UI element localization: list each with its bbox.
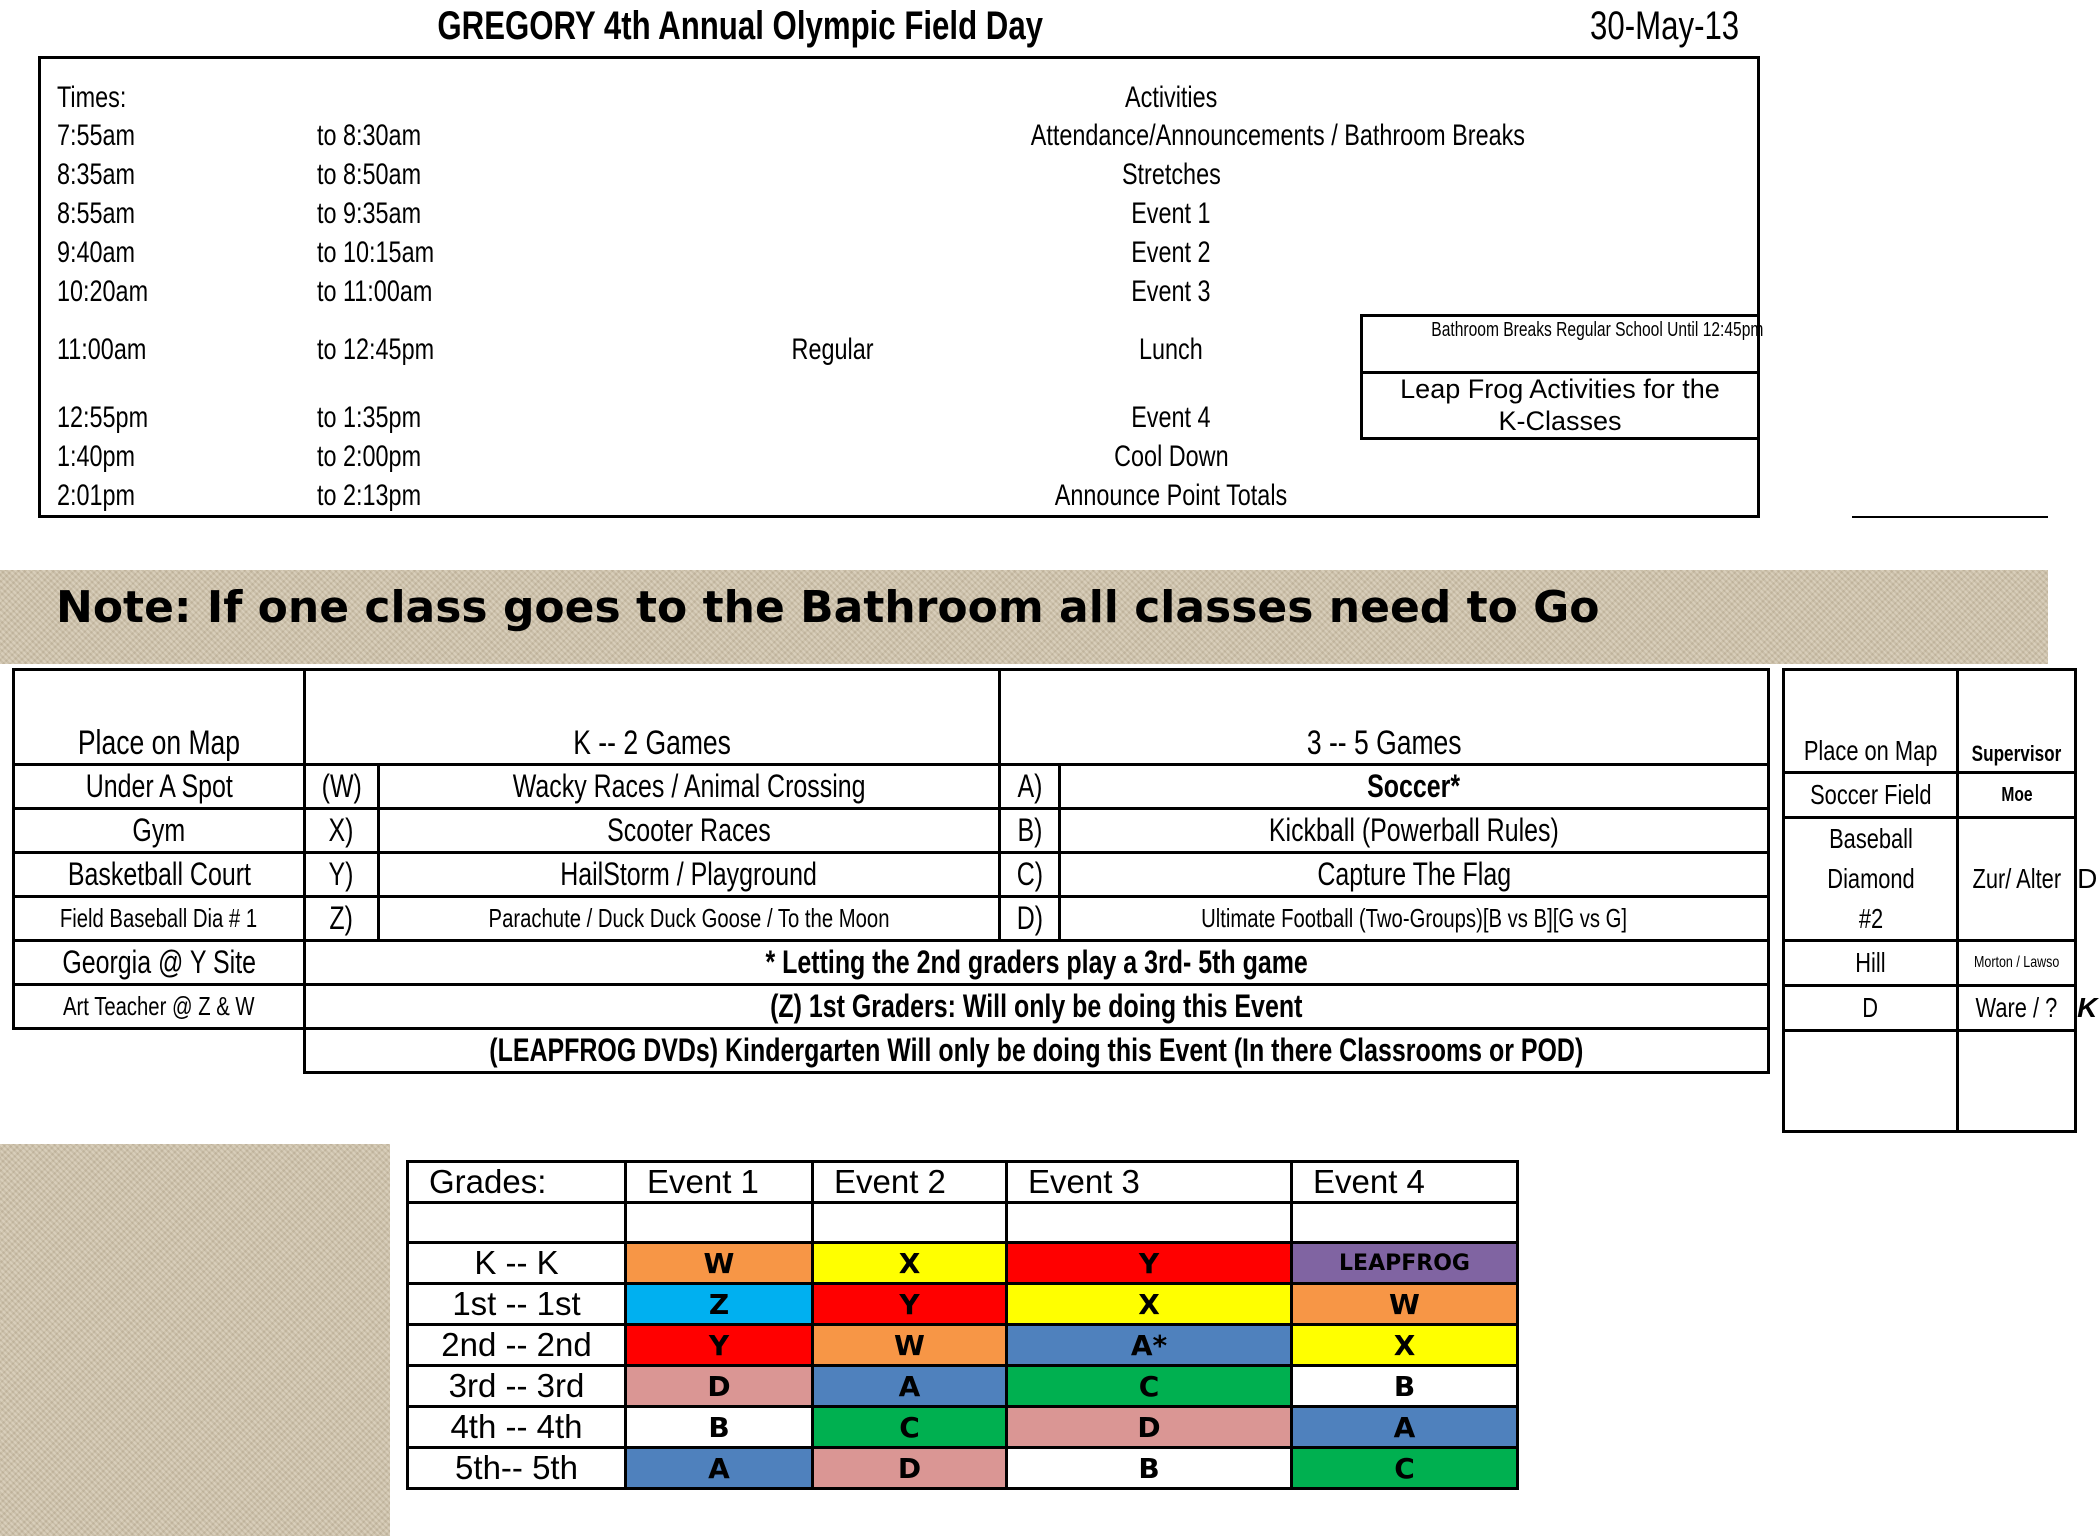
- k2-game: HailStorm / Playground: [378, 853, 999, 897]
- event-assignment-cell: Y: [1007, 1243, 1292, 1284]
- grade-row: [408, 1243, 1518, 1284]
- place-cell: Gym: [14, 809, 305, 853]
- g35-header: 3 -- 5 Games: [1000, 670, 1769, 765]
- event-assignment-cell: B: [1292, 1366, 1518, 1407]
- k2-code: Z): [304, 897, 378, 941]
- g35-code: B): [1000, 809, 1060, 853]
- side-note-leapfrog: Leap Frog Activities for the K-Classes: [1400, 374, 1720, 436]
- sup-name: Ware / ?: [1958, 986, 2076, 1031]
- grade-row: [408, 1448, 1518, 1489]
- k2-game: Wacky Races / Animal Crossing: [378, 765, 999, 809]
- event-assignment-cell: W: [1292, 1284, 1518, 1325]
- sup-extra: D: [2077, 863, 2098, 894]
- activity: Event 1: [1131, 197, 1211, 230]
- document-title: GREGORY 4th Annual Olympic Field Day: [437, 4, 1043, 48]
- sup-extra: K: [2077, 992, 2098, 1023]
- games-row: [14, 853, 1769, 897]
- games-row: [14, 897, 1769, 941]
- activity: Lunch: [1139, 333, 1203, 366]
- grades-header-row: [408, 1162, 1518, 1203]
- lunch-type: [753, 156, 913, 194]
- g35-game: Capture The Flag: [1059, 853, 1768, 897]
- sup-place-header: Place on Map: [1784, 670, 1958, 773]
- sup-name: Zur/ Alter: [1958, 818, 2076, 941]
- event-assignment-cell: X: [1007, 1284, 1292, 1325]
- place-cell: Basketball Court: [14, 853, 305, 897]
- note-cell: (Z) 1st Graders: Will only be doing this Event: [304, 985, 1768, 1029]
- leapfrog-row: [14, 1029, 1769, 1073]
- event-assignment-cell: D: [813, 1448, 1007, 1489]
- activity: Event 4: [1131, 401, 1211, 434]
- schedule-row: [41, 234, 1757, 272]
- side-note-bathroom: Bathroom Breaks Regular School Until 12:45pm: [1363, 317, 1757, 374]
- sup-place: D: [1784, 986, 1958, 1031]
- event-header: Event 3: [1007, 1162, 1292, 1203]
- place-cell: Field Baseball Dia # 1: [14, 897, 305, 941]
- sup-name: Moe: [1958, 773, 2076, 818]
- event-assignment-cell: X: [813, 1243, 1007, 1284]
- k2-game: Scooter Races: [378, 809, 999, 853]
- end-time: to 11:00am: [317, 275, 433, 308]
- divider-line: [1852, 516, 2048, 518]
- g35-game: Soccer*: [1059, 765, 1768, 809]
- start-time: 12:55pm: [57, 401, 149, 434]
- grade-label: K -- K: [408, 1243, 626, 1284]
- supervisor-row: [1784, 986, 2099, 1031]
- start-time: 8:35am: [57, 158, 136, 191]
- document-date: 30-May-13: [1589, 4, 1739, 48]
- event-assignment-cell: C: [1292, 1448, 1518, 1489]
- schedule-row: [41, 477, 1757, 515]
- lunch-type: [753, 438, 913, 476]
- grade-row: [408, 1325, 1518, 1366]
- supervisor-row: [1784, 818, 2099, 941]
- schedule-row: [41, 195, 1757, 233]
- sup-place: Baseball Diamond #2: [1784, 818, 1958, 941]
- games-row: [14, 765, 1769, 809]
- grade-label: 2nd -- 2nd: [408, 1325, 626, 1366]
- lunch-type: [753, 234, 913, 272]
- end-time: to 8:30am: [317, 119, 422, 152]
- schedule-row: [41, 117, 1757, 155]
- event-header: Event 1: [626, 1162, 813, 1203]
- k2-code: X): [304, 809, 378, 853]
- georgia-row: [14, 941, 1769, 985]
- k2-code: Y): [304, 853, 378, 897]
- activities-label: Activities: [1124, 81, 1218, 114]
- start-time: 8:55am: [57, 197, 136, 230]
- schedule-row: [41, 156, 1757, 194]
- leapfrog-note: (LEAPFROG DVDs) Kindergarten Will only be doing this Event (In there Classrooms or POD): [304, 1029, 1768, 1073]
- k2-header: K -- 2 Games: [304, 670, 999, 765]
- lunch-type: [753, 117, 913, 155]
- schedule-header-row: [41, 79, 1757, 117]
- activity: Attendance/Announcements / Bathroom Breaks: [1030, 119, 1526, 152]
- grade-row: [408, 1366, 1518, 1407]
- place-cell: Under A Spot: [14, 765, 305, 809]
- supervisor-row: [1784, 941, 2099, 986]
- sup-name: Morton / Lawso: [1958, 941, 2076, 986]
- place-header: Place on Map: [14, 670, 305, 765]
- grades-table: [406, 1160, 1519, 1490]
- side-note-box: [1360, 314, 1764, 440]
- games-header-row: [14, 670, 1769, 765]
- place-cell: Art Teacher @ Z & W: [14, 985, 305, 1029]
- place-cell: Georgia @ Y Site: [14, 941, 305, 985]
- end-time: to 12:45pm: [317, 333, 435, 366]
- sup-supervisor-header: Supervisor: [1958, 670, 2076, 773]
- supervisor-header-row: [1784, 670, 2099, 773]
- sup-place: Hill: [1784, 941, 1958, 986]
- event-assignment-cell: W: [813, 1325, 1007, 1366]
- event-assignment-cell: C: [813, 1407, 1007, 1448]
- event-assignment-cell: W: [626, 1243, 813, 1284]
- event-assignment-cell: LEAPFROG: [1292, 1243, 1518, 1284]
- sup-place: Soccer Field: [1784, 773, 1958, 818]
- activity: Announce Point Totals: [1054, 479, 1288, 512]
- g35-game: Ultimate Football (Two-Groups)[B vs B][G vs G]: [1059, 897, 1768, 941]
- start-time: 11:00am: [57, 333, 147, 366]
- event-header: Event 4: [1292, 1162, 1518, 1203]
- lunch-type: [753, 195, 913, 233]
- start-time: 2:01pm: [57, 479, 136, 512]
- g35-code: A): [1000, 765, 1060, 809]
- activity: Stretches: [1121, 158, 1221, 191]
- lunch-type: Regular: [792, 333, 874, 366]
- start-time: 7:55am: [57, 119, 136, 152]
- sup-extra: [2076, 941, 2099, 986]
- event-assignment-cell: Z: [626, 1284, 813, 1325]
- grade-label: 1st -- 1st: [408, 1284, 626, 1325]
- event-assignment-cell: Y: [626, 1325, 813, 1366]
- grade-label: 3rd -- 3rd: [408, 1366, 626, 1407]
- event-assignment-cell: C: [1007, 1366, 1292, 1407]
- grade-label: 5th-- 5th: [408, 1448, 626, 1489]
- games-row: [14, 809, 1769, 853]
- activity: Event 3: [1131, 275, 1211, 308]
- art-teacher-row: [14, 985, 1769, 1029]
- activity: Cool Down: [1113, 440, 1229, 473]
- lunch-type: [753, 273, 913, 311]
- end-time: to 2:13pm: [317, 479, 422, 512]
- g35-code: D): [1000, 897, 1060, 941]
- grade-row: [408, 1284, 1518, 1325]
- bathroom-note: Note: If one class goes to the Bathroom all classes need to Go: [56, 582, 1600, 633]
- grade-row: [408, 1407, 1518, 1448]
- schedule-row: [41, 273, 1757, 311]
- note-cell: * Letting the 2nd graders play a 3rd- 5th game: [304, 941, 1768, 985]
- end-time: to 8:50am: [317, 158, 422, 191]
- event-assignment-cell: A: [626, 1448, 813, 1489]
- activity: Event 2: [1131, 236, 1211, 269]
- times-label: Times:: [57, 81, 127, 114]
- grades-blank-row: [408, 1203, 1518, 1243]
- event-header: Event 2: [813, 1162, 1007, 1203]
- event-assignment-cell: A: [1292, 1407, 1518, 1448]
- games-table: [12, 668, 1770, 1074]
- event-assignment-cell: Y: [813, 1284, 1007, 1325]
- event-assignment-cell: B: [626, 1407, 813, 1448]
- end-time: to 9:35am: [317, 197, 422, 230]
- event-assignment-cell: X: [1292, 1325, 1518, 1366]
- event-assignment-cell: B: [1007, 1448, 1292, 1489]
- start-time: 9:40am: [57, 236, 136, 269]
- start-time: 1:40pm: [57, 440, 136, 473]
- schedule-box: [38, 56, 1760, 518]
- lunch-type: [753, 477, 913, 515]
- lunch-type: [753, 399, 913, 437]
- event-assignment-cell: D: [626, 1366, 813, 1407]
- supervisor-table: [1782, 668, 2100, 1133]
- grade-label: 4th -- 4th: [408, 1407, 626, 1448]
- end-time: to 1:35pm: [317, 401, 422, 434]
- k2-game: Parachute / Duck Duck Goose / To the Moon: [378, 897, 999, 941]
- supervisor-row: [1784, 773, 2099, 818]
- end-time: to 2:00pm: [317, 440, 422, 473]
- end-time: to 10:15am: [317, 236, 435, 269]
- sup-extra: [2076, 773, 2099, 818]
- grades-label: Grades:: [408, 1162, 626, 1203]
- g35-game: Kickball (Powerball Rules): [1059, 809, 1768, 853]
- k2-code: (W): [304, 765, 378, 809]
- event-assignment-cell: D: [1007, 1407, 1292, 1448]
- g35-code: C): [1000, 853, 1060, 897]
- start-time: 10:20am: [57, 275, 149, 308]
- event-assignment-cell: A*: [1007, 1325, 1292, 1366]
- event-assignment-cell: A: [813, 1366, 1007, 1407]
- schedule-row: [41, 438, 1757, 476]
- supervisor-blank-row: [1784, 1031, 2099, 1132]
